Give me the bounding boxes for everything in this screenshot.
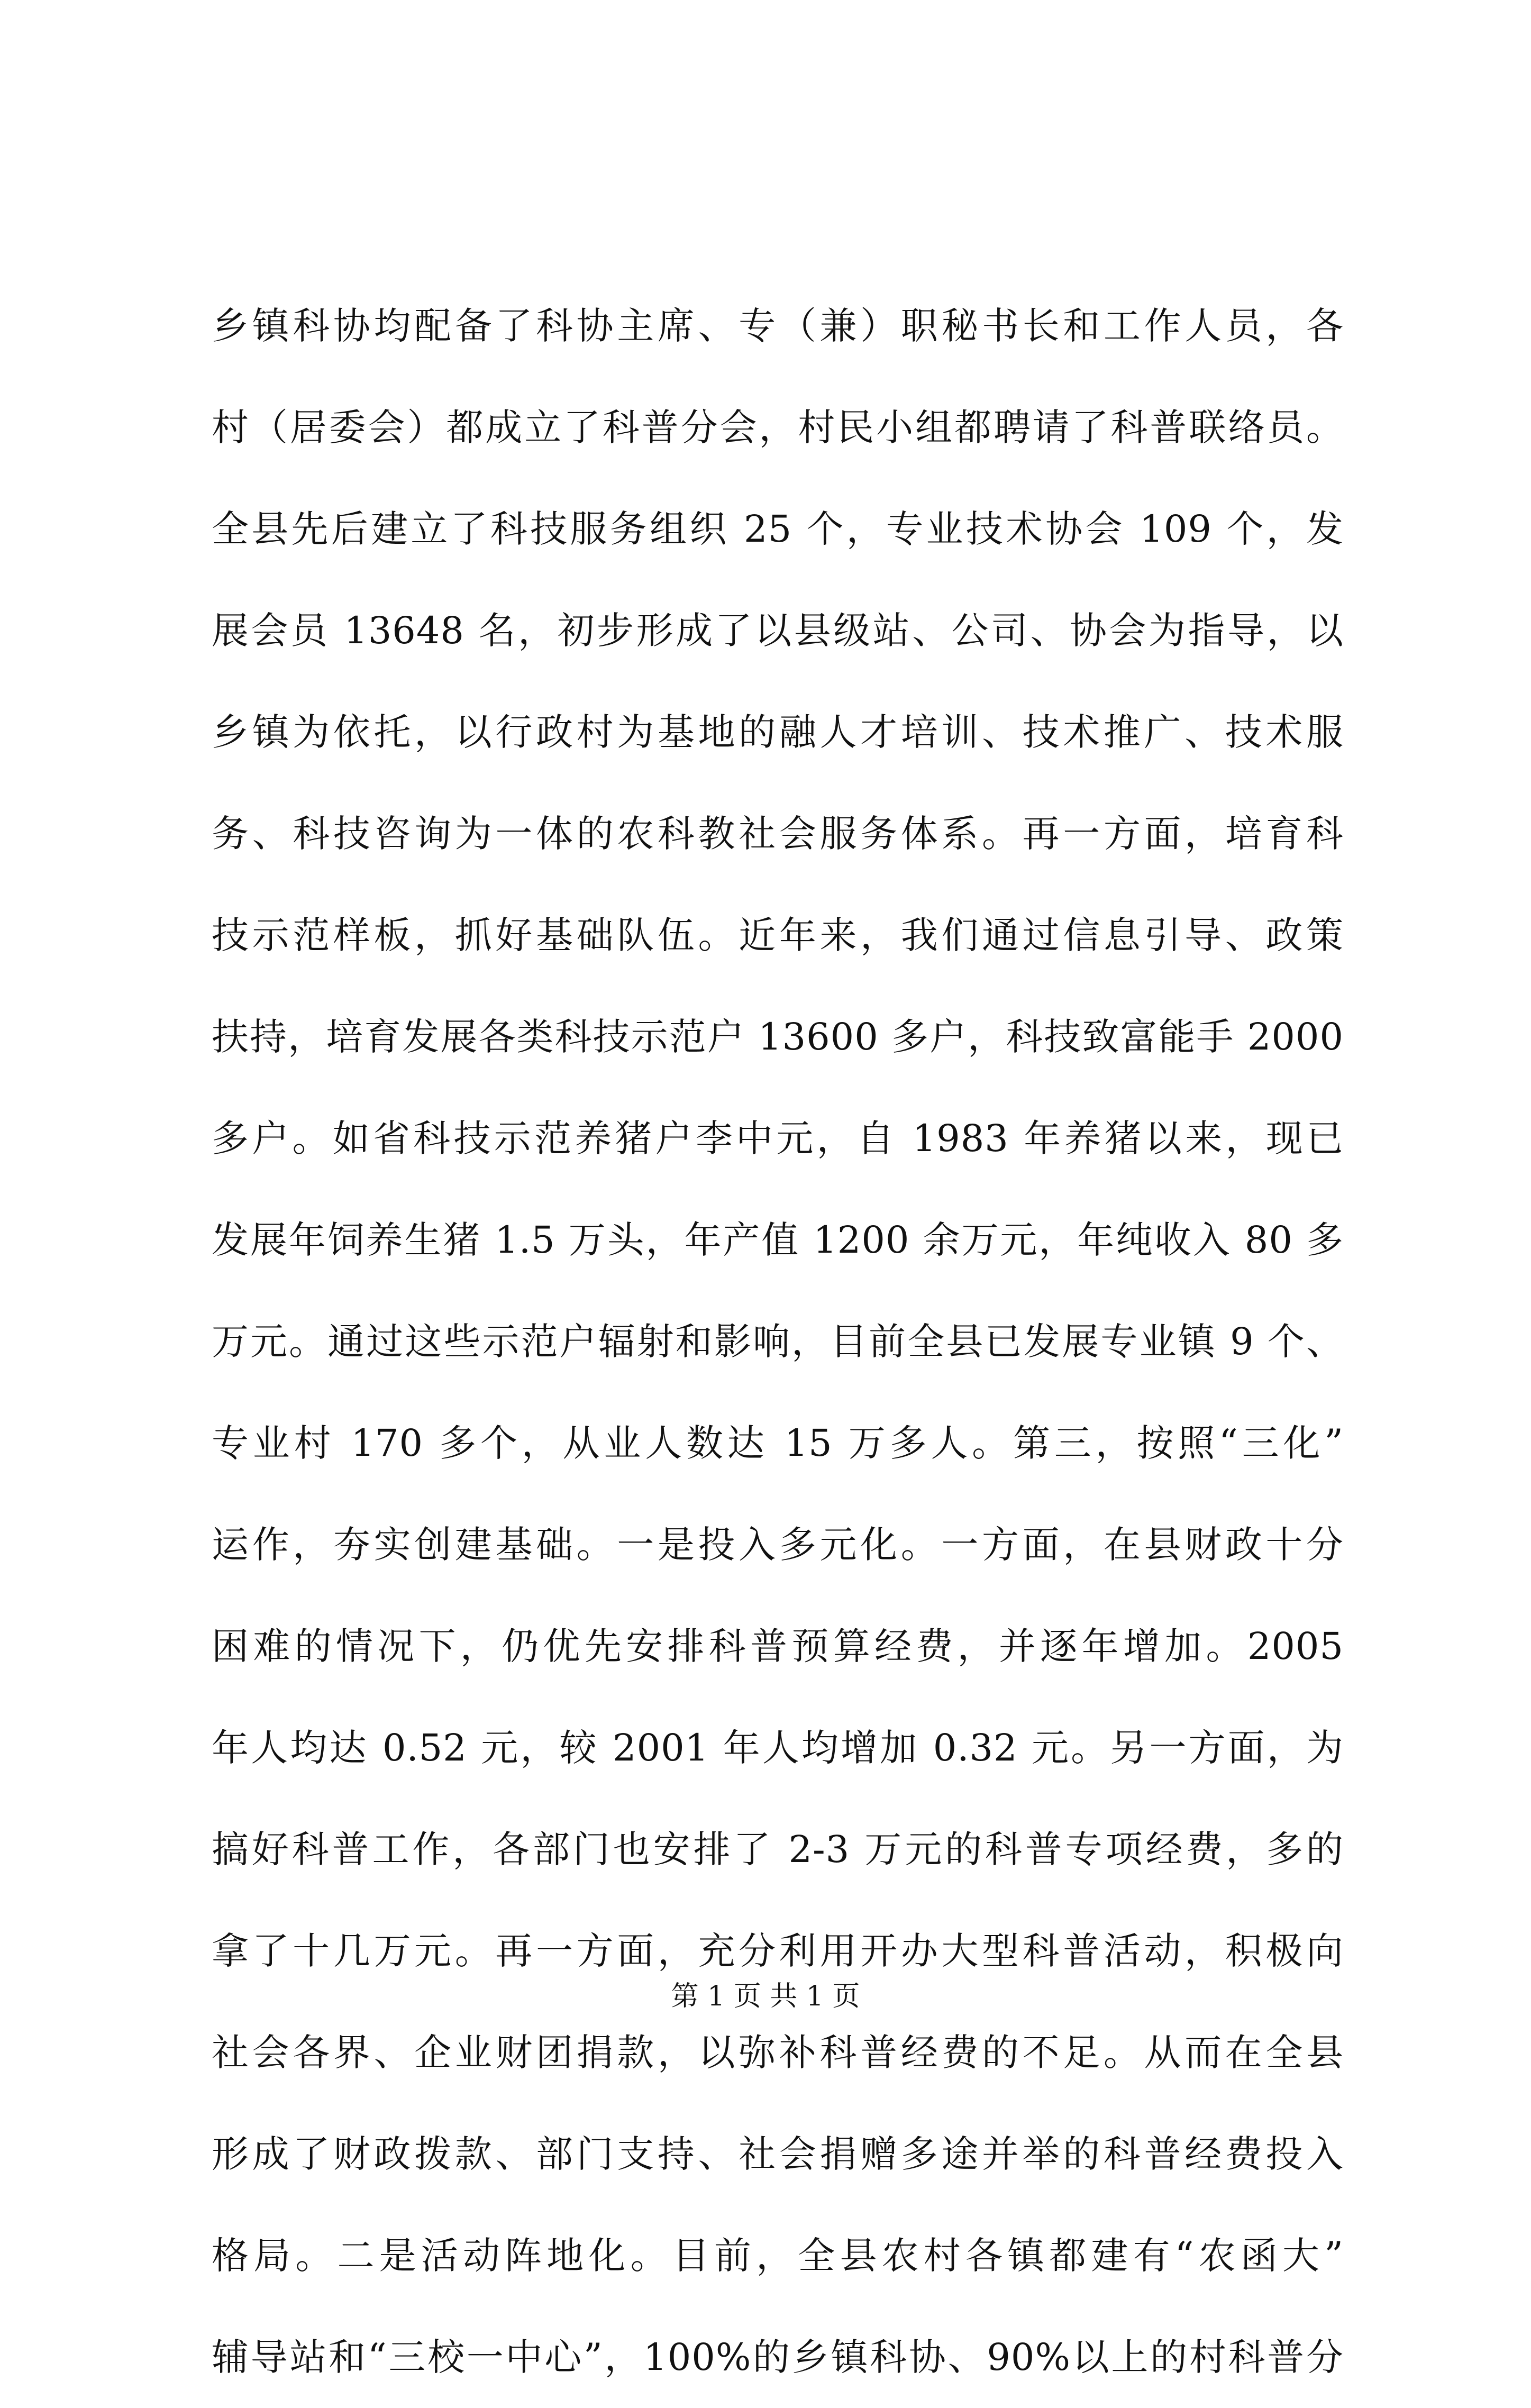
text-line: 格局。二是活动阵地化。目前，全县农村各镇都建有“农函大” bbox=[212, 2234, 1344, 2277]
text-line: 困难的情况下，仍优先安排科普预算经费，并逐年增加。2005 bbox=[212, 1625, 1344, 1668]
text-line: 乡镇科协均配备了科协主席、专（兼）职秘书长和工作人员，各 bbox=[212, 304, 1344, 348]
text-line: 万元。通过这些示范户辐射和影响，目前全县已发展专业镇 9 个、 bbox=[212, 1320, 1344, 1363]
text-line: 乡镇为依托，以行政村为基地的融人才培训、技术推广、技术服 bbox=[212, 710, 1344, 754]
text-line: 技示范样板，抓好基础队伍。近年来，我们通过信息引导、政策 bbox=[212, 914, 1344, 957]
text-line: 务、科技咨询为一体的农科教社会服务体系。再一方面，培育科 bbox=[212, 812, 1344, 855]
text-line: 搞好科普工作，各部门也安排了 2-3 万元的科普专项经费，多的 bbox=[212, 1828, 1344, 1871]
text-line: 多户。如省科技示范养猪户李中元，自 1983 年养猪以来，现已 bbox=[212, 1117, 1344, 1160]
text-line: 专业村 170 多个，从业人数达 15 万多人。第三，按照“三化” bbox=[212, 1421, 1344, 1465]
text-line: 拿了十几万元。再一方面，充分利用开办大型科普活动，积极向 bbox=[212, 1929, 1344, 1973]
text-line: 社会各界、企业财团捐款，以弥补科普经费的不足。从而在全县 bbox=[212, 2031, 1344, 2074]
page-number-footer: 第 1 页 共 1 页 bbox=[671, 1981, 860, 2012]
body-text bbox=[212, 275, 1344, 2408]
text-line: 形成了财政拨款、部门支持、社会捐赠多途并举的科普经费投入 bbox=[212, 2132, 1344, 2176]
text-line: 年人均达 0.52 元，较 2001 年人均增加 0.32 元。另一方面，为 bbox=[212, 1726, 1344, 1769]
text-line: 全县先后建立了科技服务组织 25 个，专业技术协会 109 个，发 bbox=[212, 507, 1344, 551]
text-line: 村（居委会）都成立了科普分会，村民小组都聘请了科普联络员。 bbox=[212, 406, 1344, 449]
text-line: 展会员 13648 名，初步形成了以县级站、公司、协会为指导，以 bbox=[212, 609, 1344, 652]
text-line: 辅导站和“三校一中心”，100%的乡镇科协、90%以上的村科普分 bbox=[212, 2336, 1344, 2379]
text-line: 扶持，培育发展各类科技示范户 13600 多户，科技致富能手 2000 bbox=[212, 1015, 1344, 1059]
text-line: 运作，夯实创建基础。一是投入多元化。一方面，在县财政十分 bbox=[212, 1523, 1344, 1566]
text-line: 发展年饲养生猪 1.5 万头，年产值 1200 余万元，年纯收入 80 多 bbox=[212, 1218, 1344, 1262]
